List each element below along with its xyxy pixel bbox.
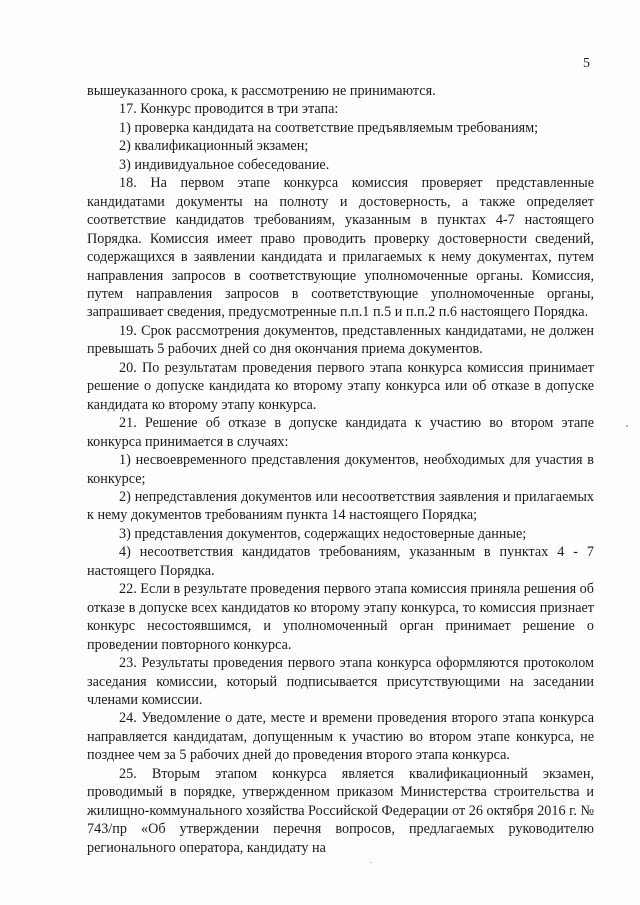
paragraph-continuation: вышеуказанного срока, к рассмотрению не принимаются. <box>87 83 436 99</box>
paragraph-25: 25. Вторым этапом конкурса является квалификационный экзамен, проводимый в порядке, утвержденном приказом Министерства строительства и жилищно-коммунального хозяйства Российской Федерации от 26 октября 2016 г. № 743/пр «Об утверждении перечня вопросов, предлагаемых руководителю регионального оператора, кандидату на <box>87 765 594 856</box>
paragraph-17-item-2: 2) квалификационный экзамен; <box>119 138 309 155</box>
paragraph-17: 17. Конкурс проводится в три этапа: <box>119 101 339 118</box>
paragraph-21-item-1: 1) несвоевременного представления документов, необходимых для участия в конкурсе; <box>87 452 594 487</box>
paragraph-24: 24. Уведомление о дате, месте и времени проведения второго этапа конкурса направляется кандидатам, допущенным к участию во втором этапе конкурса, не позднее чем за 5 рабочих дней до проведения второго этапа конкурса. <box>87 710 594 764</box>
paragraph-21-item-3: 3) представления документов, содержащих недостоверные данные; <box>119 525 527 542</box>
scan-speck <box>370 862 372 863</box>
document-body <box>87 82 594 857</box>
paragraph-21: 21. Решение об отказе в допуске кандидата к участию во втором этапе конкурса принимается в случаях: <box>87 415 594 450</box>
paragraph-21-item-4: 4) несоответствия кандидатов требованиям, указанным в пунктах 4 - 7 настоящего Порядка. <box>87 544 594 579</box>
paragraph-21-item-2: 2) непредставления документов или несоответствия заявления и прилагаемых к нему документов требованиям пункта 14 настоящего Порядка; <box>87 488 594 524</box>
paragraph-18: 18. На первом этапе конкурса комиссия проверяет представленные кандидатами документы на полноту и достоверность, а также определяет соответствие кандидатов требованиям, указанным в пунктах 4-7 настоящего Порядка. Комиссия имеет право проводить проверку достоверности сведений, содержащихся в заявлении кандидата и прилагаемых к нему документах, путем направления запросов в соответствующие уполномоченные органы. Комиссия, путем направления запросов в соответствующие уполномоченные органы, запрашивает сведения, предусмотренные п.п.1 п.5 и п.п.2 п.6 настоящего Порядка. <box>87 175 594 321</box>
paragraph-20: 20. По результатам проведения первого этапа конкурса комиссия принимает решение о допуске кандидата ко второму этапу конкурса или об отказе в допуске кандидата ко второму этапу конкурса. <box>87 359 594 413</box>
scan-speck <box>626 425 628 427</box>
paragraph-23: 23. Результаты проведения первого этапа конкурса оформляются протоколом заседания комиссии, который подписывается присутствующими на заседании членами комиссии. <box>87 655 594 708</box>
page-number: 5 <box>583 56 590 71</box>
paragraph-22: 22. Если в результате проведения первого этапа комиссия приняла решения об отказе в допуске всех кандидатов ко второму этапу конкурса, то комиссия признает конкурс несостоявшимся, и уполномоченный орган принимает решение о проведении повторного конкурса. <box>87 581 594 653</box>
paragraph-17-item-1: 1) проверка кандидата на соответствие предъявляемым требованиям; <box>119 119 539 136</box>
paragraph-19: 19. Срок рассмотрения документов, представленных кандидатами, не должен превышать 5 рабочих дней со дня окончания приема документов. <box>87 322 594 358</box>
paragraph-17-item-3: 3) индивидуальное собеседование. <box>119 156 330 173</box>
